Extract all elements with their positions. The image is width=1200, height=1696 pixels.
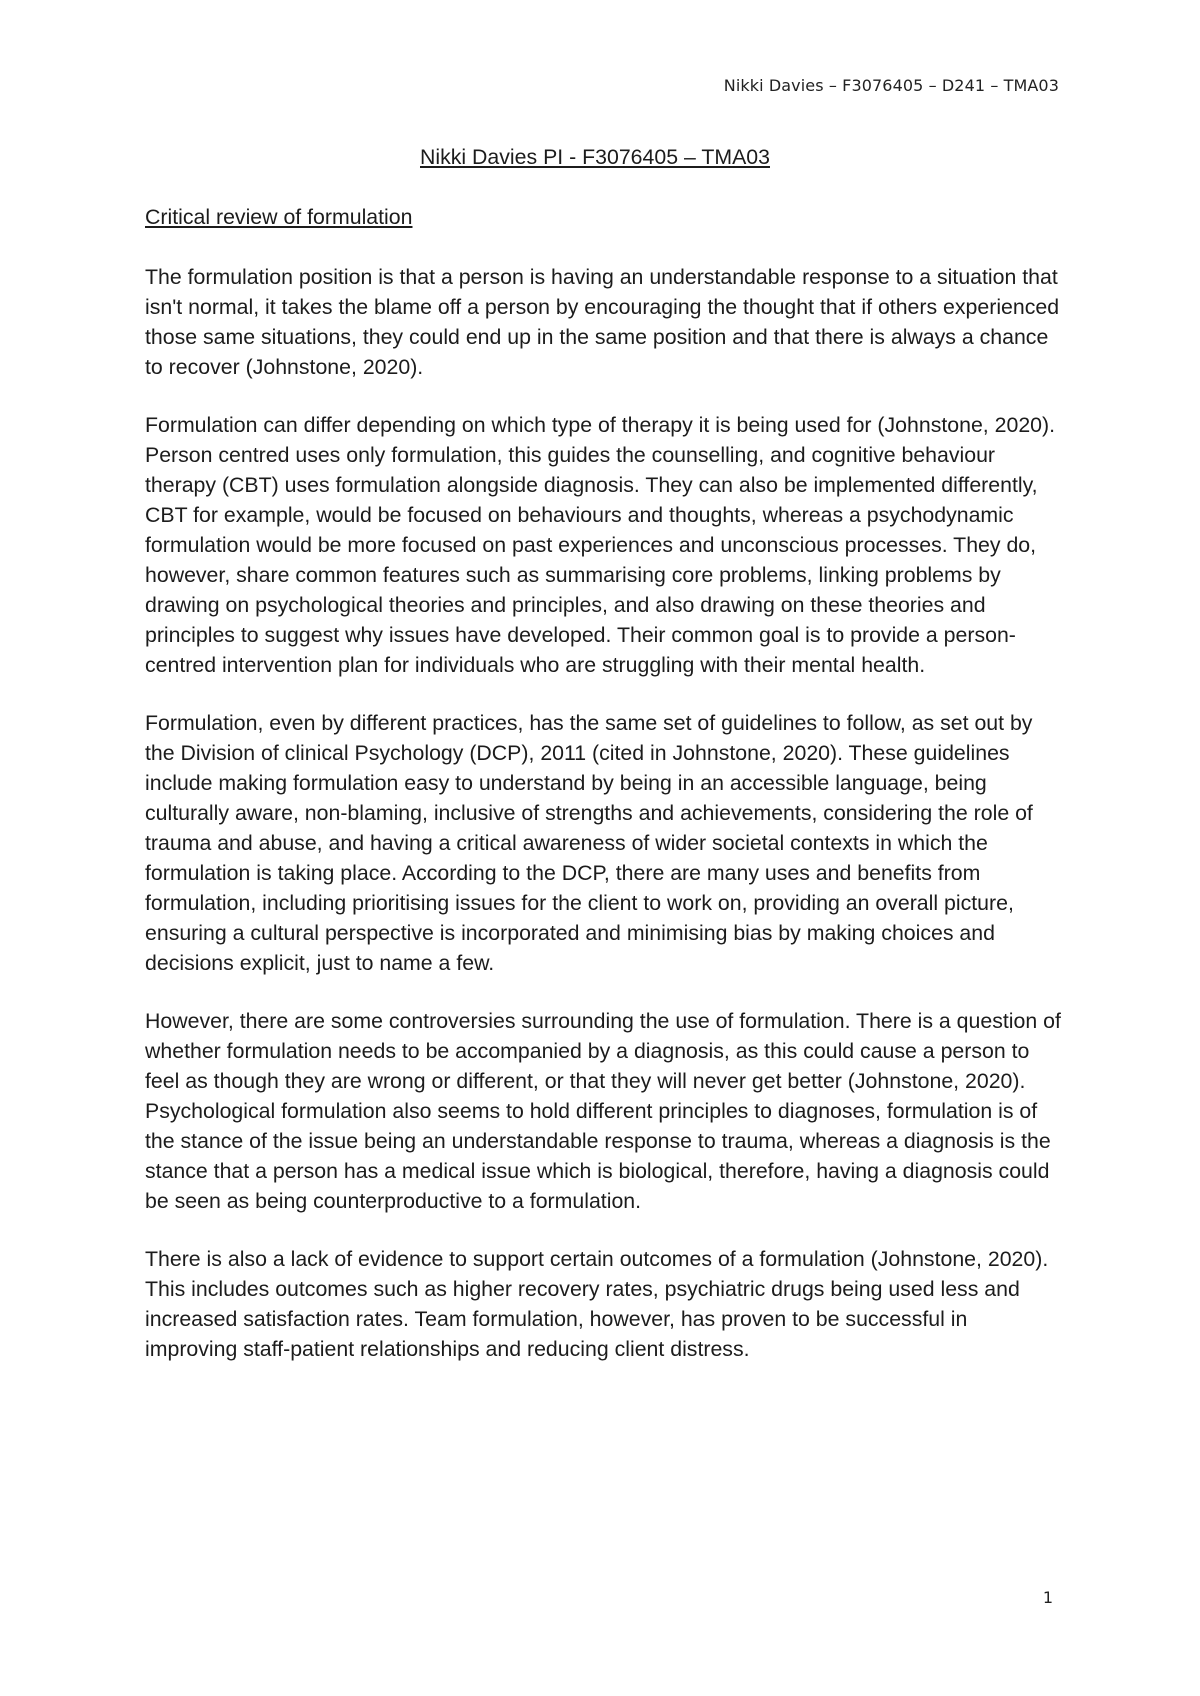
page-number: 1	[1042, 1588, 1053, 1607]
paragraph-5: There is also a lack of evidence to support certain outcomes of a formulation (Johnstone, 2020). This includes outcomes such as higher recovery rates, psychiatric drugs being used less and increased satisfaction rates. Team formulation, however, has proven to be successful in improving staff-patient relationships and reducing client distress.	[145, 1247, 1049, 1361]
paragraph-2: Formulation can differ depending on which type of therapy it is being used for (Johnstone, 2020). Person centred uses only formulation, this guides the counselling, and cognitive behaviour therapy (CBT) uses formulation alongside diagnosis. They can also be implemented differently, CBT for example, would be focused on behaviours and thoughts, whereas a psychodynamic formulation would be more focused on past experiences and unconscious processes. They do, however, share common features such as summarising core problems, linking problems by drawing on psychological theories and principles, and also drawing on these theories and principles to suggest why issues have developed. Their common goal is to provide a person-centred intervention plan for individuals who are struggling with their mental health.	[145, 413, 1056, 677]
document-title: Nikki Davies PI - F3076405 – TMA03	[420, 145, 770, 169]
paragraph-1: The formulation position is that a person is having an understandable response to a situation that isn't normal, it takes the blame off a person by encouraging the thought that if others experienced those same situations, they could end up in the same position and that there is always a chance to recover (Johnstone, 2020).	[145, 265, 1060, 379]
paragraph-3: Formulation, even by different practices, has the same set of guidelines to follow, as set out by the Division of clinical Psychology (DCP), 2011 (cited in Johnstone, 2020). These guidelines include making formulation easy to understand by being in an accessible language, being culturally aware, non-blaming, inclusive of strengths and achievements, considering the role of trauma and abuse, and having a critical awareness of wider societal contexts in which the formulation is taking place. According to the DCP, there are many uses and benefits from formulation, including prioritising issues for the client to work on, providing an overall picture, ensuring a cultural perspective is incorporated and minimising bias by making choices and decisions explicit, just to name a few.	[145, 711, 1033, 975]
document-body	[145, 142, 1065, 1392]
paragraph-4: However, there are some controversies surrounding the use of formulation. There is a question of whether formulation needs to be accompanied by a diagnosis, as this could cause a person to feel as though they are wrong or different, or that they will never get better (Johnstone, 2020). Psychological formulation also seems to hold different principles to diagnoses, formulation is of the stance of the issue being an understandable response to trauma, whereas a diagnosis is the stance that a person has a medical issue which is biological, therefore, having a diagnosis could be seen as being counterproductive to a formulation.	[145, 1009, 1061, 1213]
section-heading: Critical review of formulation	[145, 205, 413, 229]
running-header: Nikki Davies – F3076405 – D241 – TMA03	[723, 76, 1059, 95]
